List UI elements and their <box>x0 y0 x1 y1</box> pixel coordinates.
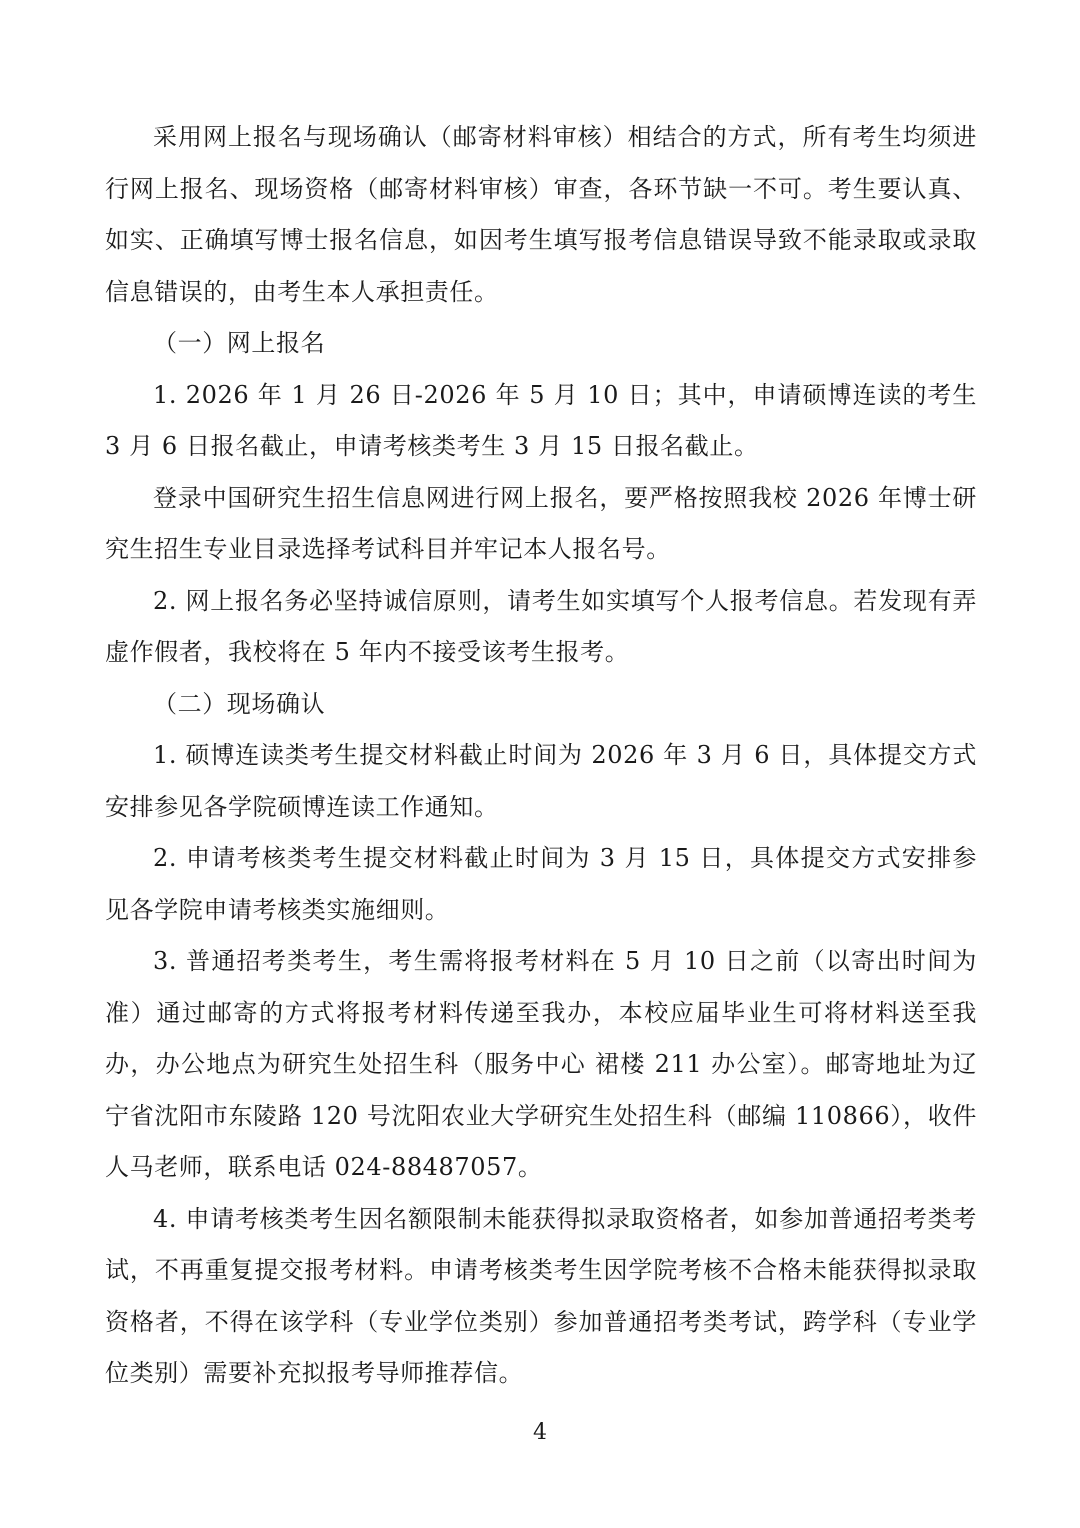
onsite-item-2: 2. 申请考核类考生提交材料截止时间为 3 月 15 日，具体提交方式安排参见各学院申请考核类实施细则。 <box>105 844 977 924</box>
online-item-1: 1. 2026 年 1 月 26 日-2026 年 5 月 10 日；其中，申请硕博连读的考生 3 月 6 日报名截止，申请考核类考生 3 月 15 日报名截止。 <box>105 380 977 460</box>
onsite-item-1: 1. 硕博连读类考生提交材料截止时间为 2026 年 3 月 6 日，具体提交方式安排参见各学院硕博连读工作通知。 <box>105 741 977 821</box>
online-item-2: 2. 网上报名务必坚持诚信原则，请考生如实填写个人报考信息。若发现有弄虚作假者，我校将在 5 年内不接受该考生报考。 <box>105 586 977 666</box>
online-login-paragraph: 登录中国研究生招生信息网进行网上报名，要严格按照我校 2026 年博士研究生招生专业目录选择考试科目并牢记本人报名号。 <box>105 483 977 563</box>
intro-paragraph: 采用网上报名与现场确认（邮寄材料审核）相结合的方式，所有考生均须进行网上报名、现场资格（邮寄材料审核）审查，各环节缺一不可。考生要认真、如实、正确填写博士报名信息，如因考生填写报考信息错误导致不能录取或录取信息错误的，由考生本人承担责任。 <box>105 123 977 306</box>
document-body <box>105 112 977 1400</box>
section-heading-onsite-confirmation: （二）现场确认 <box>153 689 326 718</box>
onsite-item-3: 3. 普通招考类考生，考生需将报考材料在 5 月 10 日之前（以寄出时间为准）通过邮寄的方式将报考材料传递至我办，本校应届毕业生可将材料送至我办，办公地点为研究生处招生科（服务中心 裙楼 211 办公室）。邮寄地址为辽宁省沈阳市东陵路 120 号沈阳农业大学研究生处招生科（邮编 110866），收件人马老师，联系电话 024-88487057。 <box>105 947 977 1181</box>
onsite-item-4: 4. 申请考核类考生因名额限制未能获得拟录取资格者，如参加普通招考类考试，不再重复提交报考材料。申请考核类考生因学院考核不合格未能获得拟录取资格者，不得在该学科（专业学位类别）参加普通招考类考试，跨学科（专业学位类别）需要补充拟报考导师推荐信。 <box>105 1204 977 1387</box>
section-heading-online-registration: （一）网上报名 <box>153 329 326 357</box>
page-number: 4 <box>533 1420 547 1445</box>
